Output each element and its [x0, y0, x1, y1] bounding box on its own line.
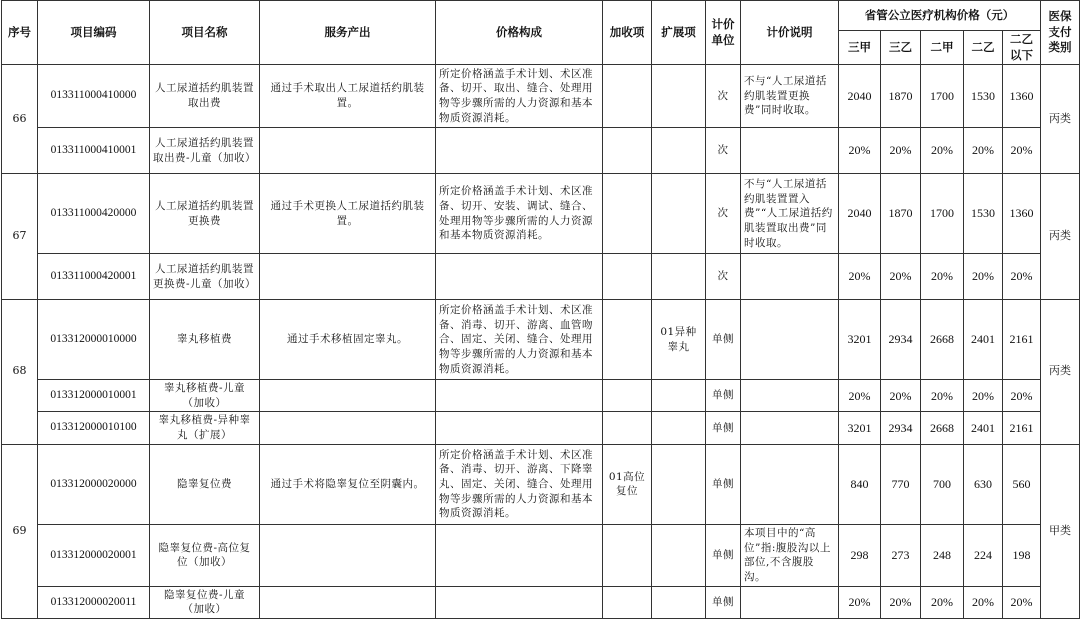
- header-extra: 加收项: [603, 1, 652, 65]
- price-cell: 3201: [839, 412, 881, 444]
- note-cell: [741, 128, 839, 174]
- price-cell: 1870: [881, 174, 921, 254]
- unit-cell: 次: [706, 174, 741, 254]
- category-cell: 甲类: [1041, 444, 1080, 618]
- header-level: 二乙: [964, 31, 1003, 65]
- extra-cell: [603, 65, 652, 128]
- extension-cell: [652, 254, 706, 300]
- table-row: [2, 174, 1080, 254]
- unit-cell: 次: [706, 254, 741, 300]
- table-row: [2, 412, 1080, 444]
- price-cell: 20%: [964, 380, 1003, 412]
- note-cell: 本项目中的“高位”指:腹股沟以上部位,不含腹股沟。: [741, 524, 839, 586]
- price-cell: 20%: [839, 254, 881, 300]
- extension-cell: 01异种睾丸: [652, 300, 706, 380]
- extra-cell: [603, 300, 652, 380]
- code-cell: 013312000020011: [38, 586, 150, 618]
- unit-cell: 次: [706, 65, 741, 128]
- price-cell: 840: [839, 444, 881, 524]
- price-cell: 2401: [964, 412, 1003, 444]
- unit-cell: 单侧: [706, 524, 741, 586]
- price-cell: 3201: [839, 300, 881, 380]
- price-cell: 2401: [964, 300, 1003, 380]
- table-body: [2, 65, 1080, 619]
- extra-cell: [603, 524, 652, 586]
- price-cell: 2934: [881, 412, 921, 444]
- note-cell: [741, 586, 839, 618]
- price-cell: 2040: [839, 65, 881, 128]
- price-cell: 20%: [1003, 128, 1041, 174]
- code-cell: 013311000420001: [38, 254, 150, 300]
- header-code: 项目编码: [38, 1, 150, 65]
- category-cell: 丙类: [1041, 300, 1080, 445]
- unit-cell: 单侧: [706, 300, 741, 380]
- header-level: 二甲: [921, 31, 964, 65]
- price-cell: 20%: [921, 586, 964, 618]
- price-cell: 1700: [921, 174, 964, 254]
- unit-cell: 单侧: [706, 586, 741, 618]
- table-row: [2, 444, 1080, 524]
- price-cell: 1530: [964, 174, 1003, 254]
- price-composition-cell: [436, 254, 603, 300]
- price-cell: 1700: [921, 65, 964, 128]
- name-cell: 人工尿道括约肌装置取出费: [150, 65, 260, 128]
- price-cell: 2668: [921, 300, 964, 380]
- table-row: [2, 586, 1080, 618]
- note-cell: [741, 412, 839, 444]
- unit-cell: 单侧: [706, 380, 741, 412]
- price-cell: 20%: [964, 128, 1003, 174]
- header-price-composition: 价格构成: [436, 1, 603, 65]
- code-cell: 013312000010000: [38, 300, 150, 380]
- price-cell: 2161: [1003, 412, 1041, 444]
- service-cell: [260, 254, 436, 300]
- category-cell: 丙类: [1041, 65, 1080, 174]
- note-cell: [741, 444, 839, 524]
- price-cell: 20%: [1003, 380, 1041, 412]
- service-cell: [260, 412, 436, 444]
- price-cell: 20%: [839, 586, 881, 618]
- extension-cell: [652, 174, 706, 254]
- table-row: [2, 128, 1080, 174]
- header-level: 三乙: [881, 31, 921, 65]
- code-cell: 013312000020001: [38, 524, 150, 586]
- header-service: 服务产出: [260, 1, 436, 65]
- price-cell: 2161: [1003, 300, 1041, 380]
- extra-cell: [603, 380, 652, 412]
- extension-cell: [652, 444, 706, 524]
- price-composition-cell: 所定价格涵盖手术计划、术区准备、消毒、切开、游离、血管吻合、固定、关闭、缝合、处理用物等步骤所需的人力资源和基本物质资源消耗。: [436, 300, 603, 380]
- price-cell: 273: [881, 524, 921, 586]
- extension-cell: [652, 586, 706, 618]
- unit-cell: 单侧: [706, 444, 741, 524]
- price-cell: 198: [1003, 524, 1041, 586]
- seq-cell: 68: [2, 300, 38, 445]
- price-composition-cell: [436, 586, 603, 618]
- note-cell: [741, 380, 839, 412]
- extension-cell: [652, 412, 706, 444]
- price-cell: 20%: [839, 380, 881, 412]
- header-seq: 序号: [2, 1, 38, 65]
- price-cell: 560: [1003, 444, 1041, 524]
- extra-cell: [603, 128, 652, 174]
- price-composition-cell: 所定价格涵盖手术计划、术区准备、消毒、切开、游离、下降睾丸、固定、关闭、缝合、处理用物等步骤所需的人力资源和基本物质资源消耗。: [436, 444, 603, 524]
- service-cell: [260, 586, 436, 618]
- price-composition-cell: 所定价格涵盖手术计划、术区准备、切开、取出、缝合、处理用物等步骤所需的人力资源和基本物质资源消耗。: [436, 65, 603, 128]
- header-note: 计价说明: [741, 1, 839, 65]
- code-cell: 013312000010100: [38, 412, 150, 444]
- table-row: [2, 380, 1080, 412]
- price-cell: 20%: [1003, 254, 1041, 300]
- name-cell: 隐睾复位费-儿童（加收）: [150, 586, 260, 618]
- price-cell: 20%: [964, 254, 1003, 300]
- code-cell: 013311000420000: [38, 174, 150, 254]
- header-extension: 扩展项: [652, 1, 706, 65]
- price-cell: 2040: [839, 174, 881, 254]
- price-cell: 20%: [964, 586, 1003, 618]
- header-level: 二乙 以下: [1003, 31, 1041, 65]
- extension-cell: [652, 128, 706, 174]
- code-cell: 013312000020000: [38, 444, 150, 524]
- price-composition-cell: [436, 412, 603, 444]
- unit-cell: 次: [706, 128, 741, 174]
- price-cell: 20%: [921, 128, 964, 174]
- service-cell: 通过手术更换人工尿道括约肌装置。: [260, 174, 436, 254]
- price-cell: 630: [964, 444, 1003, 524]
- header-price-group: 省管公立医疗机构价格（元）: [839, 1, 1041, 31]
- note-cell: [741, 254, 839, 300]
- price-composition-cell: [436, 524, 603, 586]
- extra-cell: [603, 254, 652, 300]
- price-cell: 1360: [1003, 65, 1041, 128]
- name-cell: 人工尿道括约肌装置更换费-儿童（加收）: [150, 254, 260, 300]
- header-category: 医保 支付 类别: [1041, 1, 1080, 65]
- extra-cell: 01高位复位: [603, 444, 652, 524]
- price-cell: 1360: [1003, 174, 1041, 254]
- name-cell: 隐睾复位费: [150, 444, 260, 524]
- unit-cell: 单侧: [706, 412, 741, 444]
- service-cell: 通过手术取出人工尿道括约肌装置。: [260, 65, 436, 128]
- header-unit: 计价 单位: [706, 1, 741, 65]
- price-composition-cell: 所定价格涵盖手术计划、术区准备、切开、安装、调试、缝合、处理用物等步骤所需的人力资源和基本物质资源消耗。: [436, 174, 603, 254]
- extension-cell: [652, 65, 706, 128]
- price-cell: 20%: [1003, 586, 1041, 618]
- table-row: [2, 524, 1080, 586]
- price-cell: 224: [964, 524, 1003, 586]
- price-cell: 20%: [921, 380, 964, 412]
- seq-cell: 66: [2, 65, 38, 174]
- service-cell: [260, 380, 436, 412]
- name-cell: 睾丸移植费: [150, 300, 260, 380]
- category-cell: 丙类: [1041, 174, 1080, 300]
- code-cell: 013311000410001: [38, 128, 150, 174]
- price-composition-cell: [436, 380, 603, 412]
- extension-cell: [652, 524, 706, 586]
- price-cell: 2668: [921, 412, 964, 444]
- seq-cell: 69: [2, 444, 38, 618]
- table-row: [2, 254, 1080, 300]
- note-cell: 不与“人工尿道括约肌装置更换费”同时收取。: [741, 65, 839, 128]
- extension-cell: [652, 380, 706, 412]
- price-cell: 700: [921, 444, 964, 524]
- header-name: 项目名称: [150, 1, 260, 65]
- extra-cell: [603, 412, 652, 444]
- extra-cell: [603, 586, 652, 618]
- service-cell: 通过手术移植固定睾丸。: [260, 300, 436, 380]
- service-cell: [260, 524, 436, 586]
- name-cell: 人工尿道括约肌装置更换费: [150, 174, 260, 254]
- table-row: [2, 300, 1080, 380]
- code-cell: 013311000410000: [38, 65, 150, 128]
- price-cell: 298: [839, 524, 881, 586]
- name-cell: 睾丸移植费-儿童（加收）: [150, 380, 260, 412]
- price-cell: 2934: [881, 300, 921, 380]
- header-level: 三甲: [839, 31, 881, 65]
- price-cell: 770: [881, 444, 921, 524]
- seq-cell: 67: [2, 174, 38, 300]
- service-cell: 通过手术将隐睾复位至阴囊内。: [260, 444, 436, 524]
- code-cell: 013312000010001: [38, 380, 150, 412]
- price-table: [1, 0, 1080, 619]
- price-cell: 20%: [881, 128, 921, 174]
- price-cell: 20%: [839, 128, 881, 174]
- price-cell: 1530: [964, 65, 1003, 128]
- price-cell: 1870: [881, 65, 921, 128]
- price-cell: 20%: [881, 380, 921, 412]
- price-composition-cell: [436, 128, 603, 174]
- name-cell: 隐睾复位费-高位复位（加收）: [150, 524, 260, 586]
- service-cell: [260, 128, 436, 174]
- note-cell: [741, 300, 839, 380]
- price-cell: 20%: [921, 254, 964, 300]
- note-cell: 不与“人工尿道括约肌装置置入费”“人工尿道括约肌装置取出费”同时收取。: [741, 174, 839, 254]
- price-cell: 20%: [881, 586, 921, 618]
- name-cell: 睾丸移植费-异种睾丸（扩展）: [150, 412, 260, 444]
- price-cell: 20%: [881, 254, 921, 300]
- extra-cell: [603, 174, 652, 254]
- name-cell: 人工尿道括约肌装置取出费-儿童（加收）: [150, 128, 260, 174]
- table-row: [2, 65, 1080, 128]
- price-cell: 248: [921, 524, 964, 586]
